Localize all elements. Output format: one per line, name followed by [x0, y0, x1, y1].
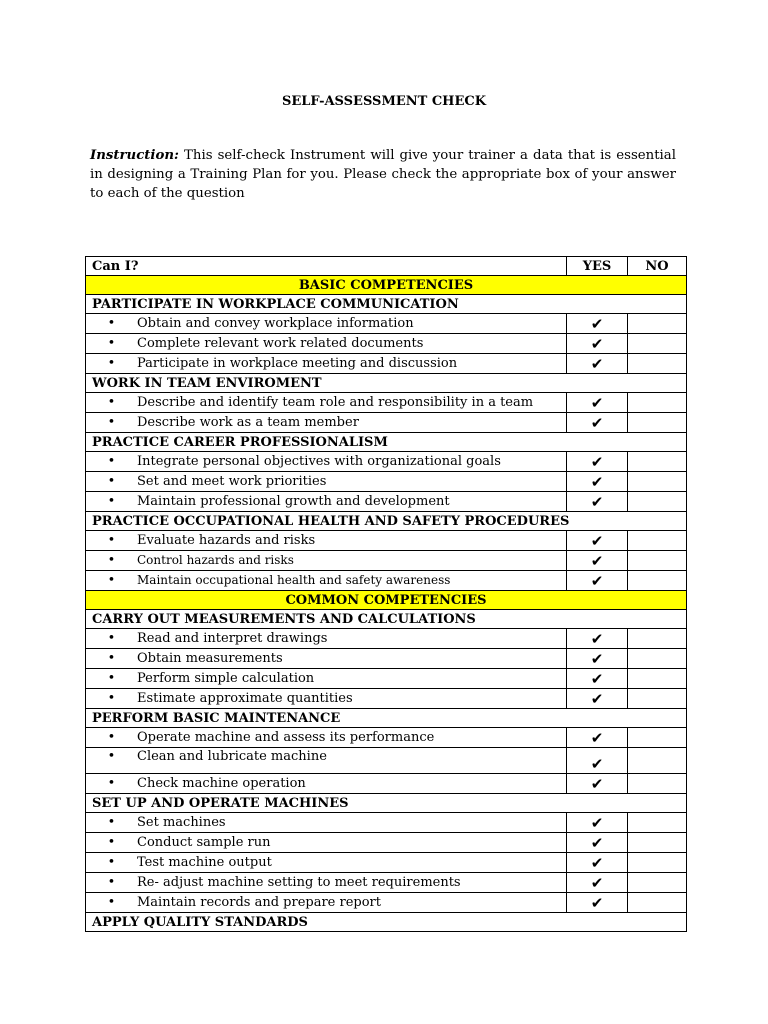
basic-competencies-label: BASIC COMPETENCIES — [86, 276, 687, 295]
item-text: Control hazards and risks — [137, 553, 294, 567]
section-row — [86, 794, 687, 813]
yes-checkbox[interactable] — [567, 531, 628, 551]
check-mark-icon: ✔ — [590, 571, 604, 590]
item-cell — [86, 629, 567, 649]
check-mark-icon: ✔ — [590, 629, 604, 648]
table-row — [86, 452, 687, 472]
item-cell — [86, 452, 567, 472]
section-row — [86, 512, 687, 531]
check-mark-icon: ✔ — [590, 649, 604, 668]
check-mark-icon: ✔ — [590, 813, 604, 832]
basic-competencies-band — [86, 276, 687, 295]
check-mark-icon: ✔ — [590, 689, 604, 708]
item-cell — [86, 689, 567, 709]
yes-checkbox[interactable] — [567, 649, 628, 669]
self-assessment-table — [85, 256, 687, 932]
item-text: Clean and lubricate machine — [137, 749, 327, 764]
bullet-icon: • — [107, 895, 116, 910]
item-text: Maintain records and prepare report — [137, 895, 381, 910]
bullet-icon: • — [107, 356, 116, 371]
table-row — [86, 774, 687, 794]
check-mark-icon: ✔ — [590, 728, 604, 747]
item-text: Describe and identify team role and responsibility in a team — [137, 395, 534, 410]
table-row — [86, 531, 687, 551]
table-row — [86, 492, 687, 512]
item-text: Evaluate hazards and risks — [137, 533, 316, 548]
bullet-icon: • — [107, 776, 116, 791]
bullet-icon: • — [107, 395, 116, 410]
no-checkbox[interactable] — [628, 748, 687, 774]
yes-checkbox[interactable] — [567, 669, 628, 689]
no-checkbox[interactable] — [628, 492, 687, 512]
item-text: Perform simple calculation — [137, 671, 315, 686]
no-checkbox[interactable] — [628, 689, 687, 709]
yes-checkbox[interactable] — [567, 393, 628, 413]
bullet-icon: • — [107, 631, 116, 646]
no-checkbox[interactable] — [628, 551, 687, 571]
table-row — [86, 669, 687, 689]
check-mark-icon: ✔ — [590, 873, 604, 892]
check-mark-icon: ✔ — [590, 492, 604, 511]
item-cell — [86, 833, 567, 853]
item-cell — [86, 334, 567, 354]
no-checkbox[interactable] — [628, 314, 687, 334]
no-checkbox[interactable] — [628, 629, 687, 649]
no-checkbox[interactable] — [628, 334, 687, 354]
no-checkbox[interactable] — [628, 571, 687, 591]
no-checkbox[interactable] — [628, 531, 687, 551]
common-competencies-band — [86, 591, 687, 610]
table-row — [86, 873, 687, 893]
table-row — [86, 314, 687, 334]
item-text: Obtain and convey workplace information — [137, 316, 414, 331]
item-cell — [86, 571, 567, 591]
check-mark-icon: ✔ — [590, 334, 604, 353]
item-cell — [86, 492, 567, 512]
bullet-icon: • — [107, 875, 116, 890]
item-text: Describe work as a team member — [137, 415, 359, 430]
bullet-icon: • — [107, 316, 116, 331]
bullet-icon: • — [107, 730, 116, 745]
bullet-icon: • — [107, 454, 116, 469]
bullet-icon: • — [107, 835, 116, 850]
item-text: Integrate personal objectives with organizational goals — [137, 454, 501, 469]
item-cell — [86, 893, 567, 913]
section-title: CARRY OUT MEASUREMENTS AND CALCULATIONS — [86, 610, 687, 629]
bullet-icon: • — [107, 855, 116, 870]
check-mark-icon: ✔ — [590, 669, 604, 688]
bullet-icon: • — [107, 533, 116, 548]
section-row — [86, 433, 687, 452]
section-row — [86, 295, 687, 314]
bullet-icon: • — [107, 474, 116, 489]
yes-checkbox[interactable] — [567, 833, 628, 853]
item-text: Estimate approximate quantities — [137, 691, 353, 706]
yes-checkbox[interactable] — [567, 689, 628, 709]
no-checkbox[interactable] — [628, 833, 687, 853]
bullet-icon: • — [107, 691, 116, 706]
no-checkbox[interactable] — [628, 393, 687, 413]
check-mark-icon: ✔ — [590, 472, 604, 491]
table-row — [86, 354, 687, 374]
no-checkbox[interactable] — [628, 413, 687, 433]
bullet-icon: • — [107, 671, 116, 686]
section-title: PARTICIPATE IN WORKPLACE COMMUNICATION — [86, 295, 687, 314]
section-row — [86, 374, 687, 393]
section-title: PERFORM BASIC MAINTENANCE — [86, 709, 687, 728]
item-text: Test machine output — [137, 855, 272, 870]
item-text: Operate machine and assess its performance — [137, 730, 435, 745]
yes-checkbox[interactable] — [567, 413, 628, 433]
yes-checkbox[interactable] — [567, 492, 628, 512]
no-checkbox[interactable] — [628, 774, 687, 794]
bullet-icon: • — [107, 651, 116, 666]
yes-checkbox[interactable] — [567, 452, 628, 472]
check-mark-icon: ✔ — [590, 452, 604, 471]
table-row — [86, 689, 687, 709]
check-mark-icon: ✔ — [590, 531, 604, 550]
item-cell — [86, 669, 567, 689]
table-row — [86, 629, 687, 649]
item-cell — [86, 873, 567, 893]
page-title: SELF-ASSESSMENT CHECK — [281, 94, 487, 109]
no-checkbox[interactable] — [628, 853, 687, 873]
item-text: Read and interpret drawings — [137, 631, 328, 646]
table-row — [86, 649, 687, 669]
item-text: Complete relevant work related documents — [137, 336, 424, 351]
instruction-paragraph — [90, 146, 676, 203]
item-cell — [86, 413, 567, 433]
yes-checkbox[interactable] — [567, 334, 628, 354]
check-mark-icon: ✔ — [590, 551, 604, 570]
bullet-icon: • — [107, 815, 116, 830]
yes-checkbox[interactable] — [567, 314, 628, 334]
no-checkbox[interactable] — [628, 354, 687, 374]
table-row — [86, 393, 687, 413]
table-row — [86, 728, 687, 748]
header-yes: YES — [567, 257, 628, 276]
instruction-label: Instruction: — [90, 148, 179, 163]
bullet-icon: • — [107, 749, 116, 764]
no-checkbox[interactable] — [628, 893, 687, 913]
header-no: NO — [628, 257, 687, 276]
yes-checkbox[interactable] — [567, 774, 628, 794]
check-mark-icon: ✔ — [590, 413, 604, 432]
table-row — [86, 472, 687, 492]
header-can-i: Can I? — [86, 257, 567, 276]
check-mark-icon: ✔ — [590, 774, 604, 793]
item-cell — [86, 728, 567, 748]
item-text: Participate in workplace meeting and discussion — [137, 356, 458, 371]
table-row — [86, 334, 687, 354]
table-row — [86, 551, 687, 571]
table-row — [86, 833, 687, 853]
yes-checkbox[interactable] — [567, 571, 628, 591]
no-checkbox[interactable] — [628, 452, 687, 472]
table-row — [86, 748, 687, 774]
check-mark-icon: ✔ — [590, 354, 604, 373]
section-row — [86, 610, 687, 629]
bullet-icon: • — [107, 553, 116, 568]
no-checkbox[interactable] — [628, 649, 687, 669]
check-mark-icon: ✔ — [590, 314, 604, 333]
bullet-icon: • — [107, 573, 116, 588]
yes-checkbox[interactable] — [567, 748, 628, 774]
bullet-icon: • — [107, 415, 116, 430]
item-cell — [86, 551, 567, 571]
no-checkbox[interactable] — [628, 669, 687, 689]
yes-checkbox[interactable] — [567, 853, 628, 873]
table-row — [86, 813, 687, 833]
check-mark-icon: ✔ — [590, 393, 604, 412]
no-checkbox[interactable] — [628, 873, 687, 893]
yes-checkbox[interactable] — [567, 813, 628, 833]
table-row — [86, 853, 687, 873]
item-text: Obtain measurements — [137, 651, 283, 666]
yes-checkbox[interactable] — [567, 551, 628, 571]
section-row — [86, 913, 687, 932]
section-title: PRACTICE CAREER PROFESSIONALISM — [86, 433, 687, 452]
table-header-row — [86, 257, 687, 276]
yes-checkbox[interactable] — [567, 629, 628, 649]
item-cell — [86, 774, 567, 794]
item-text: Set and meet work priorities — [137, 474, 327, 489]
item-text: Re- adjust machine setting to meet requirements — [137, 875, 461, 890]
table-row — [86, 571, 687, 591]
no-checkbox[interactable] — [628, 728, 687, 748]
section-title: PRACTICE OCCUPATIONAL HEALTH AND SAFETY PROCEDURES — [86, 512, 687, 531]
item-cell — [86, 314, 567, 334]
section-title: APPLY QUALITY STANDARDS — [86, 913, 687, 932]
common-competencies-label: COMMON COMPETENCIES — [86, 591, 687, 610]
instruction-text: This self-check Instrument will give your trainer a data that is essential in designing a Training Plan for you. Please check the appropriate box of your answer to each of the question — [90, 148, 676, 201]
item-text: Maintain professional growth and development — [137, 494, 450, 509]
section-title: SET UP AND OPERATE MACHINES — [86, 794, 687, 813]
item-cell — [86, 354, 567, 374]
yes-checkbox[interactable] — [567, 472, 628, 492]
item-text: Set machines — [137, 815, 226, 830]
no-checkbox[interactable] — [628, 472, 687, 492]
item-cell — [86, 853, 567, 873]
item-cell — [86, 748, 567, 774]
check-mark-icon: ✔ — [590, 833, 604, 852]
item-text: Maintain occupational health and safety awareness — [137, 573, 451, 587]
section-title: WORK IN TEAM ENVIROMENT — [86, 374, 687, 393]
bullet-icon: • — [107, 336, 116, 351]
item-text: Conduct sample run — [137, 835, 271, 850]
check-mark-icon: ✔ — [590, 853, 604, 872]
no-checkbox[interactable] — [628, 813, 687, 833]
item-cell — [86, 472, 567, 492]
item-cell — [86, 649, 567, 669]
check-mark-icon: ✔ — [590, 893, 604, 912]
bullet-icon: • — [107, 494, 116, 509]
check-mark-icon: ✔ — [590, 755, 604, 773]
yes-checkbox[interactable] — [567, 893, 628, 913]
yes-checkbox[interactable] — [567, 873, 628, 893]
table-row — [86, 413, 687, 433]
item-cell — [86, 531, 567, 551]
table-row — [86, 893, 687, 913]
yes-checkbox[interactable] — [567, 728, 628, 748]
item-text: Check machine operation — [137, 776, 306, 791]
item-cell — [86, 813, 567, 833]
section-row — [86, 709, 687, 728]
yes-checkbox[interactable] — [567, 354, 628, 374]
item-cell — [86, 393, 567, 413]
